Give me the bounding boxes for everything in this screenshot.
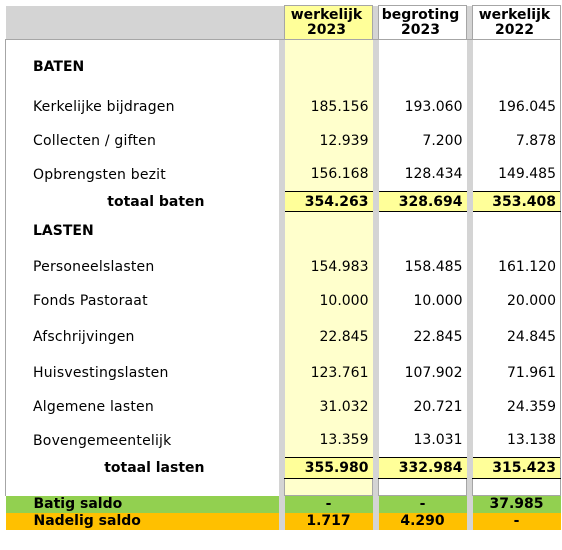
table-row [6, 284, 561, 318]
total-begroting-2023: 328.694 [379, 192, 467, 212]
total-label: totaal lasten [6, 458, 279, 479]
value-begroting-2023: 22.845 [413, 328, 463, 345]
row-label: Afschrijvingen [6, 318, 279, 356]
col3-line2: 2022 [495, 21, 534, 38]
col3-line1: werkelijk [478, 6, 551, 23]
value-begroting-2023: 193.060 [404, 98, 463, 115]
batig-begroting-2023: - [379, 496, 467, 513]
value-werkelijk-2023: 185.156 [285, 90, 373, 124]
total-werkelijk-2023: 355.980 [285, 458, 373, 479]
header-row [6, 6, 561, 40]
row-label: Bovengemeentelijk [6, 424, 279, 458]
value-werkelijk-2022: 24.359 [473, 390, 561, 424]
table-row [6, 356, 561, 390]
total-werkelijk-2023: 354.263 [285, 192, 373, 212]
value-werkelijk-2022: 24.845 [473, 318, 561, 356]
total-begroting-2023: 332.984 [379, 458, 467, 479]
table-row [6, 424, 561, 458]
value-begroting-2023: 158.485 [404, 258, 463, 275]
value-werkelijk-2022: 71.961 [473, 356, 561, 390]
value-werkelijk-2023: 10.000 [285, 284, 373, 318]
value-werkelijk-2023: 31.032 [285, 390, 373, 424]
nadelig-saldo-label: Nadelig saldo [6, 513, 279, 530]
section-title-baten: BATEN [6, 44, 279, 90]
value-begroting-2023: 7.200 [422, 132, 463, 149]
batig-saldo-label: Batig saldo [6, 496, 279, 513]
row-nadelig-saldo [6, 513, 561, 530]
table-row [6, 124, 561, 158]
row-label: Algemene lasten [6, 390, 279, 424]
col-header-begroting-2023 [379, 6, 467, 40]
nadelig-werkelijk-2023: 1.717 [285, 513, 373, 530]
col2-line1: begroting [381, 6, 460, 23]
total-row-lasten [6, 458, 561, 479]
total-row-baten [6, 192, 561, 212]
table-row [6, 158, 561, 192]
row-label: Fonds Pastoraat [6, 284, 279, 318]
value-werkelijk-2023: 123.761 [285, 356, 373, 390]
header-label-blank [6, 6, 279, 40]
section-baten [6, 44, 561, 90]
section-lasten [6, 212, 561, 250]
value-begroting-2023: 10.000 [413, 292, 463, 309]
row-label: Personeelslasten [6, 250, 279, 284]
section-title-lasten: LASTEN [6, 212, 279, 250]
value-werkelijk-2022: 7.878 [473, 124, 561, 158]
col2-line2: 2023 [401, 21, 440, 38]
value-werkelijk-2022: 161.120 [473, 250, 561, 284]
value-werkelijk-2023: 12.939 [285, 124, 373, 158]
value-werkelijk-2023: 154.983 [285, 250, 373, 284]
value-begroting-2023: 20.721 [413, 398, 463, 415]
total-werkelijk-2022: 353.408 [473, 192, 561, 212]
batig-werkelijk-2023: - [285, 496, 373, 513]
row-label: Kerkelijke bijdragen [6, 90, 279, 124]
total-label: totaal baten [6, 192, 279, 212]
row-batig-saldo [6, 496, 561, 513]
value-werkelijk-2022: 149.485 [473, 158, 561, 192]
value-werkelijk-2022: 196.045 [473, 90, 561, 124]
row-label: Opbrengsten bezit [6, 158, 279, 192]
table-row [6, 390, 561, 424]
value-werkelijk-2022: 13.138 [473, 424, 561, 458]
col-header-werkelijk-2022 [473, 6, 561, 40]
value-werkelijk-2022: 20.000 [473, 284, 561, 318]
nadelig-werkelijk-2022: - [473, 513, 561, 530]
value-begroting-2023: 13.031 [413, 432, 463, 449]
table-row [6, 250, 561, 284]
value-begroting-2023: 128.434 [404, 166, 463, 183]
value-werkelijk-2023: 13.359 [285, 424, 373, 458]
table-row [6, 90, 561, 124]
total-werkelijk-2022: 315.423 [473, 458, 561, 479]
value-werkelijk-2023: 22.845 [285, 318, 373, 356]
table-row [6, 318, 561, 356]
row-label: Collecten / giften [6, 124, 279, 158]
financial-overview-table [5, 5, 561, 530]
nadelig-begroting-2023: 4.290 [379, 513, 467, 530]
value-begroting-2023: 107.902 [404, 364, 463, 381]
batig-werkelijk-2022: 37.985 [473, 496, 561, 513]
value-werkelijk-2023: 156.168 [285, 158, 373, 192]
col1-line2: 2023 [307, 21, 346, 38]
col1-line1: werkelijk [290, 6, 363, 23]
row-label: Huisvestingslasten [6, 356, 279, 390]
blank-row [6, 479, 561, 496]
col-header-werkelijk-2023 [285, 6, 373, 40]
